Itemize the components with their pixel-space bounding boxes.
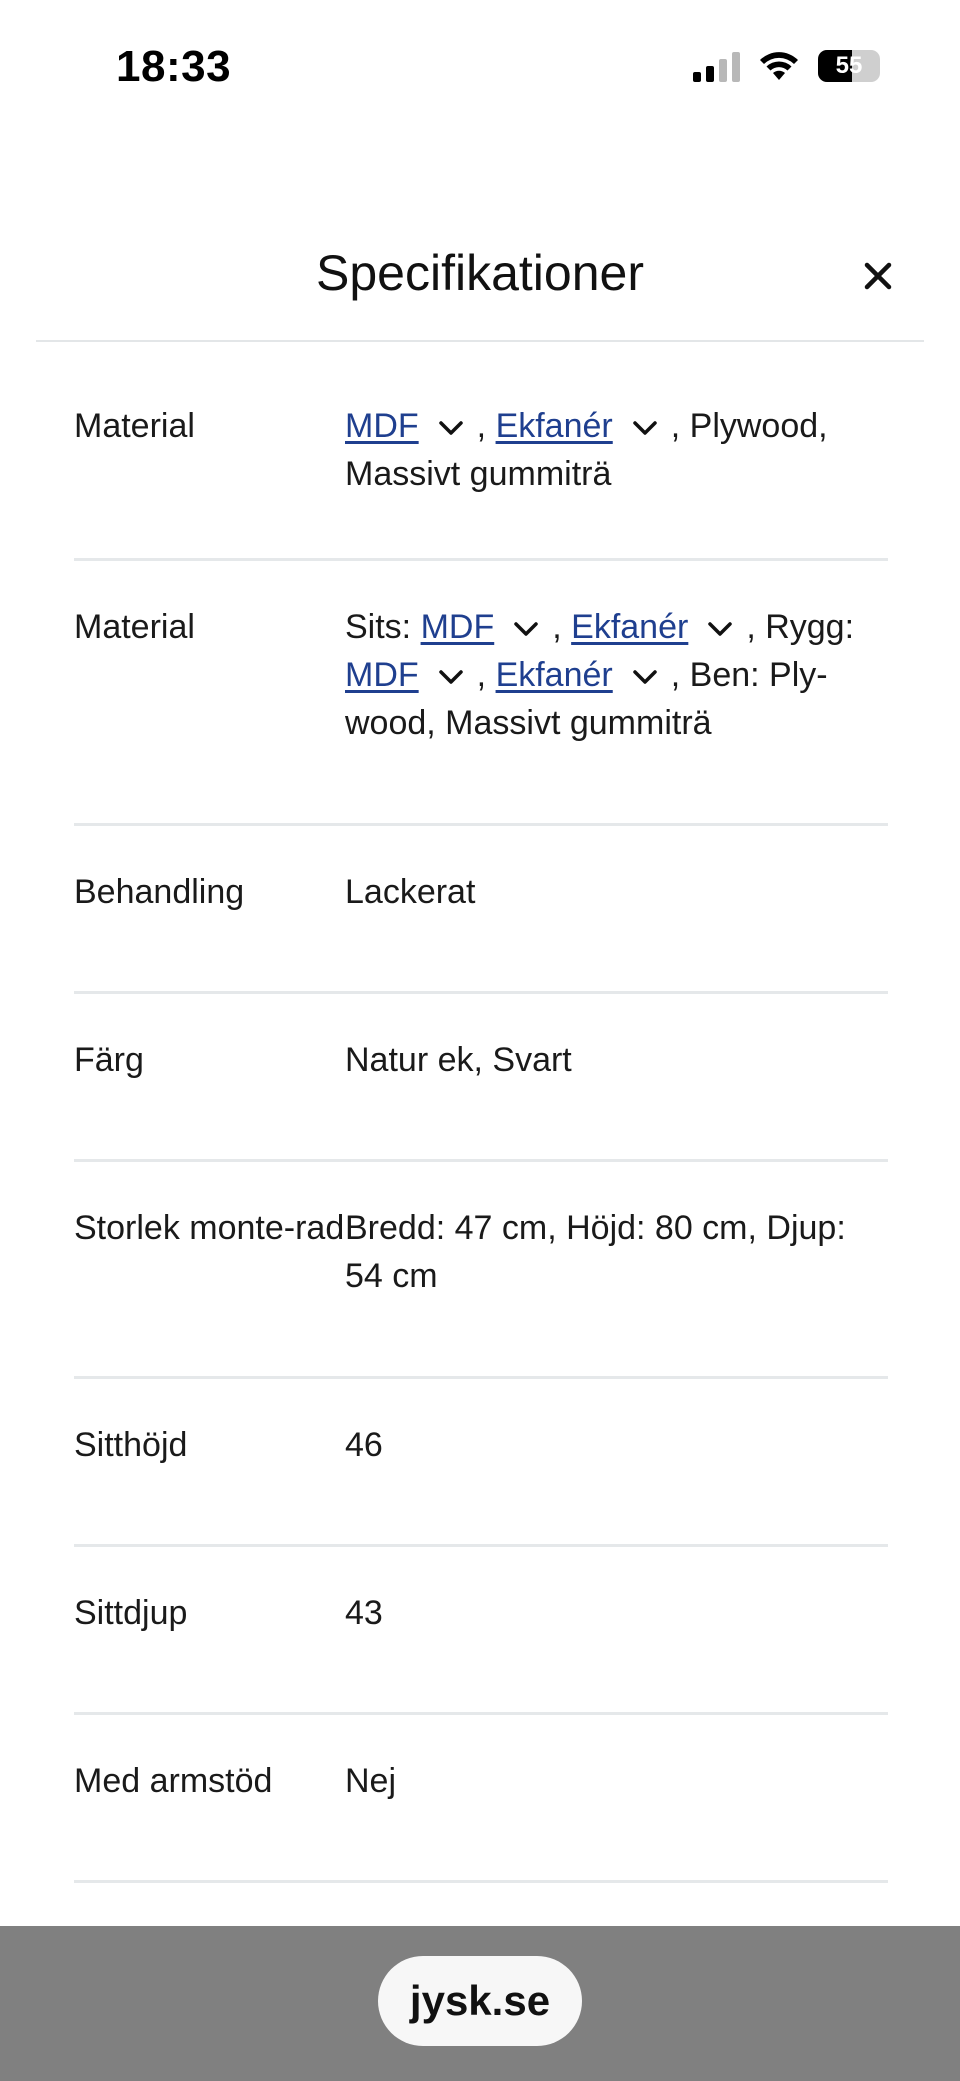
sits-link-ekfaner[interactable]: Ekfanér [571,608,689,646]
spec-label: Material [74,608,195,646]
material-rest: , Plywood, Massivt gummiträ [345,407,828,493]
specification-list [74,360,888,1883]
material-link-mdf[interactable]: MDF [345,407,419,445]
spec-row-material [74,360,888,561]
chevron-down-icon[interactable] [437,418,465,438]
spec-value: Sits: MDF , Ekfanér , Rygg: MDF , Ekfanér , Ben: Ply-wood, Massivt gummiträ [345,608,855,742]
wifi-icon [758,50,800,82]
material-link-ekfaner[interactable]: Ekfanér [495,407,613,445]
spec-label: Med armstöd [74,1762,273,1800]
spec-value: Bredd: 47 cm, Höjd: 80 cm, Djup: 54 cm [345,1209,846,1295]
cellular-signal-icon [693,50,740,82]
spec-value: Natur ek, Svart [345,1041,572,1079]
spec-row-behandling [74,826,888,994]
spec-label: Färg [74,1041,144,1079]
spec-label: Storlek monte-rad [74,1209,345,1247]
spec-value: Lackerat [345,873,476,911]
spec-value: MDF , Ekfanér , Plywood, Massivt gummiträ [345,407,828,493]
spec-row-storlek [74,1162,888,1379]
spec-label: Sitthöjd [74,1426,188,1464]
spec-row-sitthojd [74,1379,888,1547]
close-button[interactable] [856,254,900,298]
browser-bottom-bar [0,1926,960,2081]
battery-percent: 55 [835,52,863,79]
spec-label: Behandling [74,873,245,911]
spec-value: 43 [345,1594,383,1632]
modal-title: Specifikationer [316,245,644,301]
sits-link-mdf[interactable]: MDF [420,608,495,646]
spec-label: Material [74,407,195,445]
material-parts-rest: , Ben: Ply-wood, Massivt gummiträ [345,656,828,742]
chevron-down-icon[interactable] [631,667,659,687]
spec-row-sittdjup [74,1547,888,1715]
chevron-down-icon[interactable] [437,667,465,687]
address-bar[interactable]: jysk.se [378,1956,582,2046]
spec-row-armstod [74,1715,888,1883]
rygg-link-mdf[interactable]: MDF [345,656,419,694]
spec-label: Sittdjup [74,1594,188,1632]
status-bar [0,0,960,140]
chevron-down-icon[interactable] [631,418,659,438]
spec-row-farg [74,994,888,1162]
close-icon [863,261,893,291]
chevron-down-icon[interactable] [706,619,734,639]
spec-row-material-parts [74,561,888,826]
status-icons [693,50,880,82]
status-time: 18:33 [116,42,232,91]
spec-value: 46 [345,1426,383,1464]
modal-header [36,230,924,342]
rygg-link-ekfaner[interactable]: Ekfanér [495,656,613,694]
spec-value: Nej [345,1762,397,1800]
battery-icon [818,50,880,82]
chevron-down-icon[interactable] [512,619,540,639]
